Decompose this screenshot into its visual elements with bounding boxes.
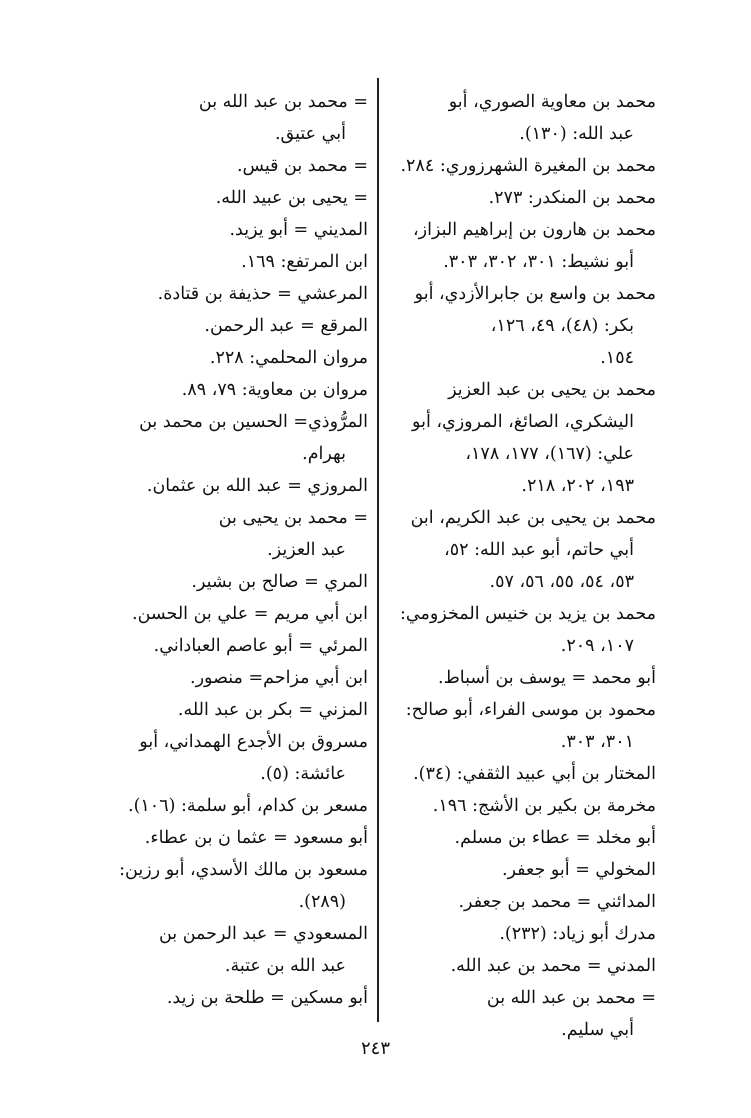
- entry-first-line: أبو مسكين = طلحة بن زيد.: [166, 988, 368, 1008]
- entry-first-line: المري = صالح بن بشير.: [191, 572, 368, 592]
- index-entry: [388, 982, 656, 1046]
- entry-first-line: ابن أبي مريم = علي بن الحسن.: [132, 604, 368, 624]
- column-divider: [377, 78, 379, 1022]
- entry-first-line: مروان بن معاوية: ٧٩، ٨٩.: [181, 380, 368, 400]
- entry-first-line: المدني = محمد بن عبد الله.: [450, 956, 656, 976]
- index-entry: [100, 310, 368, 342]
- entry-first-line: محمد بن يزيد بن خنيس المخزومي:: [399, 604, 656, 624]
- page-number: ٢٤٣: [360, 1038, 390, 1059]
- index-entry: [388, 598, 656, 662]
- entry-first-line: أبو مخلد = عطاء بن مسلم.: [454, 828, 656, 848]
- index-entry: [388, 502, 656, 598]
- index-entry: [100, 662, 368, 694]
- index-entry: [100, 918, 368, 982]
- entry-first-line: مدرك أبو زياد: (٢٣٢).: [499, 924, 656, 944]
- entry-continuation-line: عبد الله بن عتبة.: [224, 956, 346, 976]
- entry-first-line: المزني = بكر بن عبد الله.: [177, 700, 368, 720]
- entry-continuation-line: ٥٣، ٥٤، ٥٥، ٥٦، ٥٧.: [489, 572, 634, 592]
- entry-first-line: أبو محمد = يوسف بن أسباط.: [438, 668, 656, 688]
- entry-first-line: ابن أبي مزاحم= منصور.: [190, 668, 368, 688]
- index-entry: [100, 342, 368, 374]
- entry-first-line: المرقع = عبد الرحمن.: [204, 316, 368, 336]
- entry-first-line: مخرمة بن بكير بن الأشج: ١٩٦.: [432, 796, 656, 816]
- entry-first-line: = محمد بن قيس.: [236, 156, 368, 176]
- entry-first-line: محمد بن يحيى بن عبد الكريم، ابن: [410, 508, 656, 528]
- right-column: [388, 86, 656, 1046]
- entry-continuation-line: أبي حاتم، أبو عبد الله: ٥٢،: [444, 540, 634, 560]
- index-entry: [100, 790, 368, 822]
- index-entry: [100, 598, 368, 630]
- entry-continuation-line: عائشة: (٥).: [260, 764, 346, 784]
- index-entry: [388, 854, 656, 886]
- index-entry: [100, 694, 368, 726]
- entry-first-line: محمد بن واسع بن جابرالأزدي، أبو: [414, 284, 656, 304]
- index-entry: [100, 726, 368, 790]
- left-column: [100, 86, 368, 1014]
- entry-continuation-line: ١٠٧، ٢٠٩.: [560, 636, 634, 656]
- entry-first-line: مسعر بن كدام، أبو سلمة: (١٠٦).: [128, 796, 368, 816]
- entry-continuation-line: ١٥٤.: [600, 348, 634, 368]
- index-entry: [388, 662, 656, 694]
- entry-continuation-line: ٣٠١، ٣٠٣.: [560, 732, 634, 752]
- index-entry: [100, 630, 368, 662]
- index-entry: [100, 278, 368, 310]
- entry-first-line: المرعشي = حذيفة بن قتادة.: [157, 284, 368, 304]
- entry-first-line: المرئي = أبو عاصم العباداني.: [153, 636, 368, 656]
- index-entry: [388, 150, 656, 182]
- entry-continuation-line: ١٩٣، ٢٠٢، ٢١٨.: [521, 476, 634, 496]
- entry-continuation-line: عبد العزيز.: [267, 540, 346, 560]
- index-entry: [388, 182, 656, 214]
- index-entry: [100, 214, 368, 246]
- entry-first-line: محمد بن المنكدر: ٢٧٣.: [488, 188, 656, 208]
- index-entry: [100, 982, 368, 1014]
- entry-first-line: المرُّوذي= الحسين بن محمد بن: [139, 412, 368, 432]
- entry-first-line: = محمد بن عبد الله بن: [198, 92, 368, 112]
- entry-first-line: المخولي = أبو جعفر.: [501, 860, 656, 880]
- entry-first-line: = محمد بن عبد الله بن: [486, 988, 656, 1008]
- index-entry: [388, 822, 656, 854]
- entry-continuation-line: أبو نشيط: ٣٠١، ٣٠٢، ٣٠٣.: [443, 252, 634, 272]
- index-entry: [388, 918, 656, 950]
- index-entry: [100, 374, 368, 406]
- entry-first-line: المختار بن أبي عبيد الثقفي: (٣٤).: [413, 764, 656, 784]
- index-entry: [100, 182, 368, 214]
- index-entry: [388, 758, 656, 790]
- index-entry: [388, 374, 656, 502]
- index-entry: [100, 150, 368, 182]
- index-entry: [388, 950, 656, 982]
- index-entry: [100, 502, 368, 566]
- entry-first-line: = محمد بن يحيى بن: [218, 508, 368, 528]
- entry-first-line: المسعودي = عبد الرحمن بن: [158, 924, 368, 944]
- entry-first-line: المروزي = عبد الله بن عثمان.: [146, 476, 368, 496]
- index-entry: [100, 566, 368, 598]
- index-entry: [100, 86, 368, 150]
- index-entry: [388, 694, 656, 758]
- entry-first-line: مسعود بن مالك الأسدي، أبو رزين:: [119, 860, 368, 880]
- index-entry: [100, 854, 368, 918]
- entry-first-line: المديني = أبو يزيد.: [229, 220, 368, 240]
- entry-continuation-line: علي: (١٦٧)، ١٧٧، ١٧٨،: [465, 444, 634, 464]
- entry-first-line: محمد بن هارون بن إبراهيم البزاز،: [413, 220, 656, 240]
- index-entry: [388, 790, 656, 822]
- index-entry: [388, 214, 656, 278]
- entry-first-line: مروان المحلمي: ٢٢٨.: [209, 348, 368, 368]
- index-entry: [388, 278, 656, 374]
- index-entry: [100, 470, 368, 502]
- entry-continuation-line: بهرام.: [302, 444, 346, 464]
- index-entry: [100, 246, 368, 278]
- entry-first-line: ابن المرتفع: ١٦٩.: [241, 252, 368, 272]
- entry-continuation-line: عبد الله: (١٣٠).: [519, 124, 634, 144]
- entry-first-line: محمد بن يحيى بن عبد العزيز: [448, 380, 656, 400]
- index-entry: [388, 86, 656, 150]
- entry-continuation-line: اليشكري، الصائغ، المروزي، أبو: [412, 412, 634, 432]
- entry-continuation-line: أبي عتيق.: [274, 124, 346, 144]
- entry-first-line: أبو مسعود = عثما ن بن عطاء.: [144, 828, 368, 848]
- index-entry: [100, 406, 368, 470]
- index-entry: [100, 822, 368, 854]
- entry-continuation-line: بكر: (٤٨)، ٤٩، ١٢٦،: [490, 316, 634, 336]
- entry-first-line: مسروق بن الأجدع الهمداني، أبو: [139, 732, 368, 752]
- entry-continuation-line: أبي سليم.: [561, 1020, 634, 1040]
- entry-first-line: محمد بن المغيرة الشهرزوري: ٢٨٤.: [400, 156, 656, 176]
- entry-first-line: المدائني = محمد بن جعفر.: [458, 892, 656, 912]
- entry-first-line: محمد بن معاوية الصوري، أبو: [448, 92, 656, 112]
- entry-first-line: = يحيى بن عبيد الله.: [215, 188, 368, 208]
- entry-first-line: محمود بن موسى الفراء، أبو صالح:: [405, 700, 656, 720]
- entry-continuation-line: (٢٨٩).: [298, 892, 346, 912]
- index-entry: [388, 886, 656, 918]
